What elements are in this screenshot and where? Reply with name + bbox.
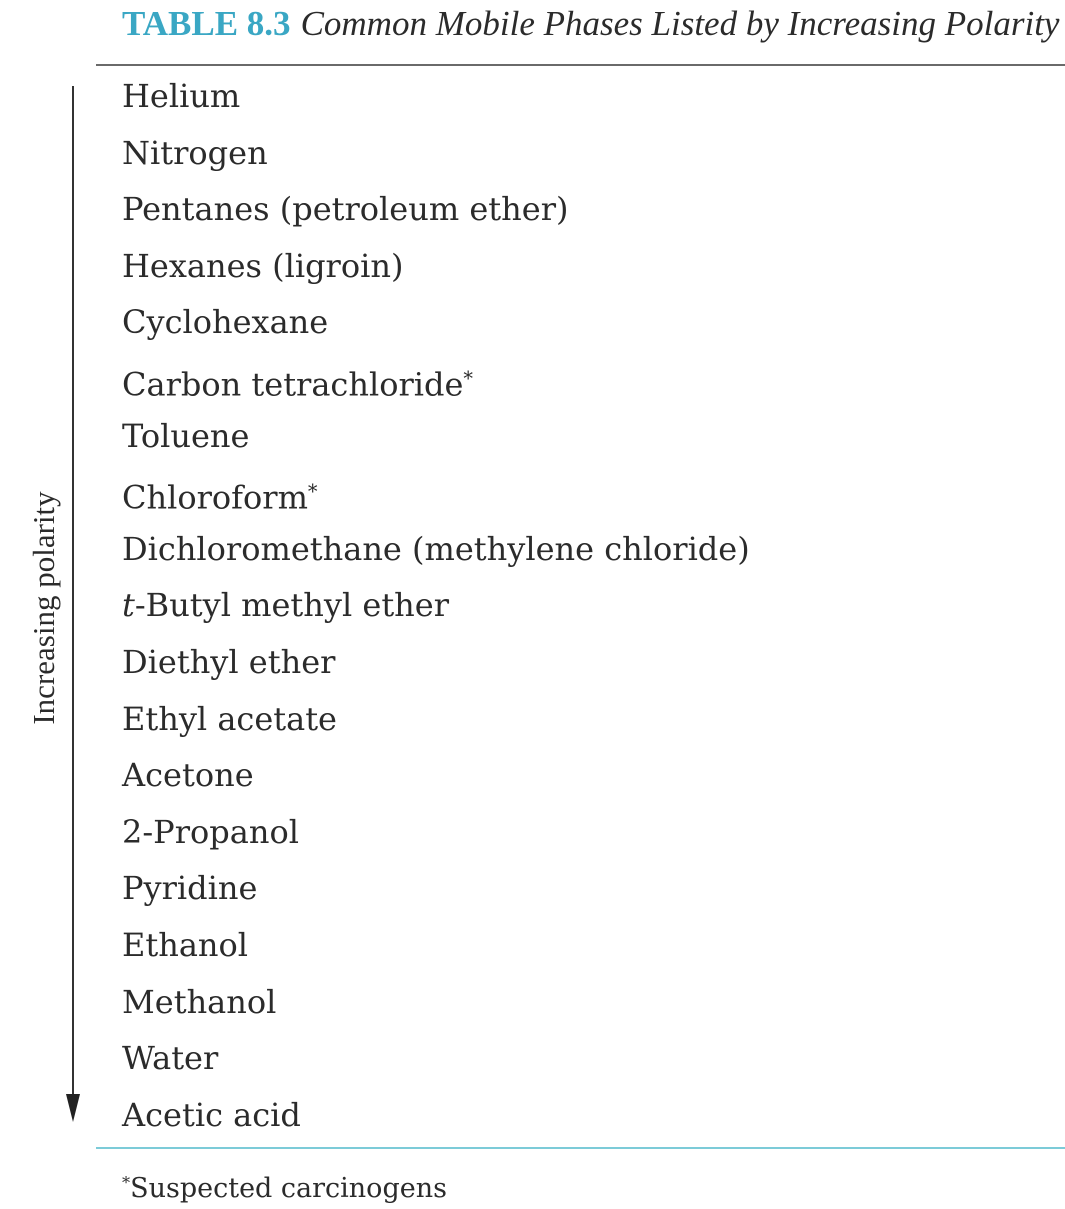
- footnote-mark: *: [122, 1173, 131, 1192]
- mobile-phase-name: Carbon tetrachloride: [122, 365, 464, 404]
- list-item: [122, 1087, 750, 1144]
- mobile-phase-name: Diethyl ether: [122, 642, 336, 681]
- list-item: [122, 747, 750, 804]
- table-caption: [122, 2, 1059, 46]
- mobile-phase-name: Pyridine: [122, 869, 258, 908]
- polarity-axis-label: Increasing polarity: [26, 491, 61, 725]
- mobile-phase-name: Acetic acid: [122, 1095, 301, 1134]
- mobile-phase-name: Methanol: [122, 982, 277, 1021]
- bottom-rule: [96, 1147, 1065, 1149]
- carcinogen-mark: *: [463, 366, 473, 390]
- list-item: [122, 691, 750, 748]
- mobile-phase-name: Ethanol: [122, 925, 249, 964]
- carcinogen-mark: *: [307, 480, 318, 504]
- footnote: [122, 1163, 447, 1203]
- table-number: TABLE 8.3: [122, 4, 291, 43]
- polarity-axis-line: [72, 86, 74, 1096]
- mobile-phase-name: Ethyl acetate: [122, 699, 337, 738]
- mobile-phase-name: Helium: [122, 77, 241, 115]
- mobile-phase-name: Water: [122, 1039, 219, 1078]
- mobile-phase-name: Hexanes (ligroin): [122, 246, 404, 285]
- list-item: [122, 238, 750, 295]
- top-rule: [96, 64, 1065, 66]
- list-item: [122, 521, 750, 578]
- table-title: Common Mobile Phases Listed by Increasing Polarity: [300, 4, 1060, 43]
- list-item: [122, 408, 750, 465]
- list-item: [122, 294, 750, 351]
- mobile-phase-name: Dichloromethane (methylene chloride): [122, 529, 750, 568]
- mobile-phase-name: Acetone: [122, 756, 254, 795]
- arrow-down-icon: [66, 1094, 80, 1122]
- list-item: [122, 917, 750, 974]
- list-item: [122, 974, 750, 1031]
- mobile-phase-name: 2-Propanol: [122, 812, 299, 851]
- mobile-phase-name: Nitrogen: [122, 133, 268, 172]
- list-item: [122, 804, 750, 861]
- mobile-phase-name: Pentanes (petroleum ether): [122, 190, 569, 229]
- list-item: [122, 181, 750, 238]
- list-item: [122, 860, 750, 917]
- mobile-phase-list: [122, 68, 750, 1143]
- list-item: [122, 634, 750, 691]
- list-item: [122, 577, 750, 634]
- mobile-phase-name: Cyclohexane: [122, 303, 329, 342]
- mobile-phase-name: Chloroform: [122, 478, 308, 517]
- list-item: [122, 464, 750, 521]
- mobile-phase-name: t-Butyl methyl ether: [122, 586, 450, 625]
- footnote-text: Suspected carcinogens: [130, 1172, 447, 1204]
- list-item: [122, 125, 750, 182]
- list-item: [122, 1030, 750, 1087]
- list-item: [122, 68, 750, 125]
- mobile-phase-name: Toluene: [122, 416, 250, 455]
- list-item: [122, 351, 750, 408]
